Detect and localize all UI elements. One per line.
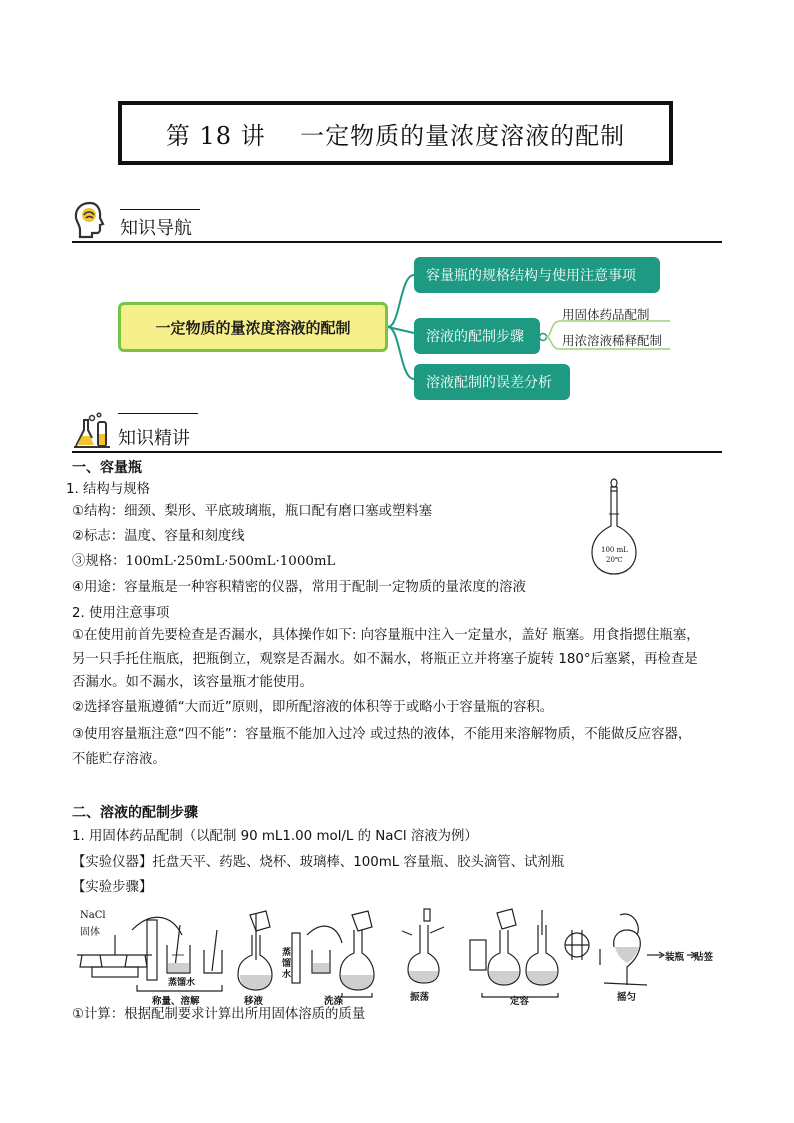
header-topline — [118, 413, 198, 414]
brain-head-icon — [72, 200, 108, 240]
fig-label-water-v2: 馏 — [282, 959, 292, 969]
fig-label-bottle: 装瓶 — [665, 952, 685, 963]
part1-note1-line2: 另一只手托住瓶底，把瓶倒立，观察是否漏水。如不漏水，将瓶正立并将塞子旋转 180°后塞紧，再检查是 — [72, 652, 698, 667]
mindmap-leaf-dilute: 用浓溶液稀释配制 — [562, 333, 663, 348]
fig-label-fix: 定容 — [510, 996, 530, 1007]
mindmap-node-flask: 容量瓶的规格结构与使用注意事项 — [414, 257, 660, 293]
part1-item-3: ③规格：100mL·250mL·500mL·1000mL — [72, 554, 336, 569]
part1-sub1: 1. 结构与规格 — [66, 482, 150, 497]
part2-sub1: 1. 用固体药品配制（以配制 90 mL1.00 mol/L 的 NaCl 溶液为例） — [72, 829, 478, 844]
fig-label-solid: 固体 — [80, 927, 100, 938]
fig-label-weigh: 称量、溶解 — [152, 996, 200, 1007]
part2-heading: 二、溶液的配制步骤 — [72, 805, 198, 821]
part1-note1-line3: 否漏水。如不漏水，该容量瓶才能使用。 — [72, 675, 314, 690]
fig-label-nacl: NaCl — [80, 910, 106, 921]
nav-section-header — [72, 200, 722, 245]
part2-instruments: 【实验仪器】托盘天平、药匙、烧杯、玻璃棒、100mL 容量瓶、胶头滴管、试剂瓶 — [72, 855, 565, 870]
part2-steps-heading: 【实验步骤】 — [72, 880, 153, 895]
nav-section-title: 知识导航 — [120, 218, 192, 239]
part1-note3-line2: 不能贮存溶液。 — [72, 752, 166, 767]
fig-label-water: 蒸馏水 — [168, 978, 196, 988]
fig-label-water-v3: 水 — [282, 970, 292, 980]
title-box — [118, 101, 673, 165]
fig-label-water-v1: 蒸 — [282, 948, 292, 958]
mindmap-node-error: 溶液配制的误差分析 — [414, 364, 570, 400]
fig-label-shake: 振荡 — [410, 992, 430, 1003]
fig-label-transfer: 移液 — [244, 996, 264, 1007]
mindmap-root: 一定物质的量浓度溶液的配制 — [118, 302, 388, 352]
lecture-section-title: 知识精讲 — [118, 428, 190, 449]
part1-heading: 一、容量瓶 — [72, 460, 142, 476]
flask-temp-label: 20℃ — [606, 556, 623, 564]
part1-note3-line1: ③使用容量瓶注意“四不能”：容量瓶不能加入过冷 或过热的液体，不能用来溶解物质，不能做反应容器， — [72, 727, 692, 742]
flask-icon — [72, 412, 112, 450]
page-title: 第 18 讲 一定物质的量浓度溶液的配制 — [165, 121, 626, 150]
fig-label-label: 贴签 — [694, 952, 714, 963]
header-topline — [120, 209, 200, 210]
lecture-section-header — [72, 410, 722, 455]
part1-note2: ②选择容量瓶遵循“大而近”原则，即所配溶液的体积等于或略小于容量瓶的容积。 — [72, 700, 554, 715]
part1-item-4: ④用途：容量瓶是一种容积精密的仪器，常用于配制一定物质的量浓度的溶液 — [72, 580, 526, 595]
part1-sub2: 2. 使用注意事项 — [72, 606, 170, 621]
mindmap-node-steps: 溶液的配制步骤 — [414, 318, 540, 354]
experiment-steps-figure — [72, 905, 717, 1005]
fig-label-wash: 洗涤 — [324, 996, 344, 1007]
header-rule — [72, 451, 722, 453]
volumetric-flask-figure — [588, 478, 648, 578]
part2-step1: ①计算：根据配制要求计算出所用固体溶质的质量 — [72, 1007, 366, 1022]
mindmap-leaf-solid: 用固体药品配制 — [562, 307, 650, 322]
fig-label-mix: 摇匀 — [617, 992, 637, 1003]
header-rule — [72, 241, 722, 243]
part1-item-2: ②标志：温度、容量和刻度线 — [72, 529, 245, 544]
part1-item-1: ①结构：细颈、梨形、平底玻璃瓶，瓶口配有磨口塞或塑料塞 — [72, 504, 433, 519]
flask-volume-label: 100 mL — [601, 546, 628, 554]
part1-note1-line1: ①在使用前首先要检查是否漏水，具体操作如下: 向容量瓶中注入一定量水，盖好 瓶塞。用食指摁住瓶塞， — [72, 628, 700, 643]
